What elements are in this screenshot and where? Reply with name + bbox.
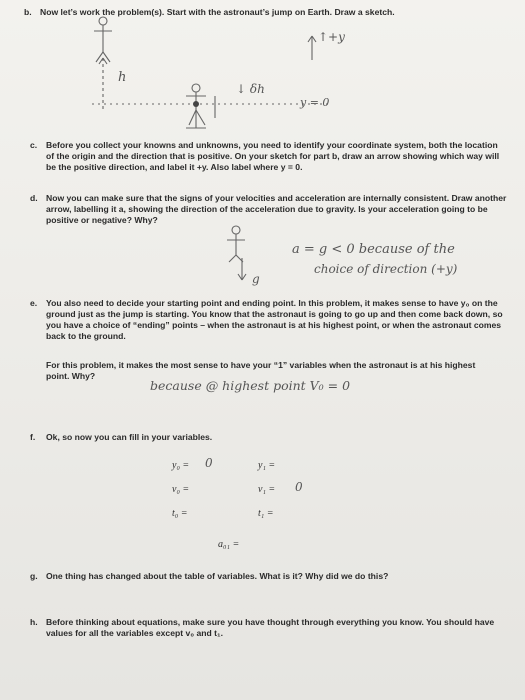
question-letter: d.: [30, 193, 38, 203]
question-text: For this problem, it makes the most sense to have your “1” variables when the astronaut is at his highest point. Why?: [46, 360, 476, 381]
delta-h-label: ↓ δh: [236, 82, 265, 96]
question-text: Before you collect your knowns and unknowns, you need to identify your coordinate system, both the location of the origin and the direction that is positive. On your sketch for part b, draw an arrow showing which way will be the positive direction, and label it +y. Also label where y = 0.: [46, 140, 500, 172]
v0-label: v₀ =: [172, 484, 190, 495]
question-letter: f.: [30, 432, 36, 442]
question-letter: c.: [30, 140, 38, 150]
y0-value: 0: [205, 456, 213, 470]
acceleration-answer-line-2: choice of direction (+y): [314, 262, 458, 276]
y0-label: y₀ =: [172, 460, 190, 471]
plus-y-label: ↑+y: [318, 30, 345, 44]
v1-label: v₁ =: [258, 484, 276, 495]
y1-label: y₁ =: [258, 460, 276, 471]
question-letter: h.: [30, 617, 38, 627]
question-letter: e.: [30, 298, 38, 308]
question-text: Now you can make sure that the signs of your velocities and acceleration are internally consistent. Draw another arrow, labelling it a, showing the direction of the acceleration due to gravity. Is your acceleration going to be positive or negative? Why?: [46, 193, 507, 225]
e-answer: because @ highest point V₀ = 0: [150, 378, 351, 393]
acceleration-answer-line-1: a = g < 0 because of the: [292, 242, 455, 257]
question-text: You also need to decide your starting point and ending point. In this problem, it makes sense to have y₀ on the ground just as the jump is starting. You know that the astronaut is going to go up and then come back down, so you have a choice of “ending” points – when the astronaut is at his highest point, or when the astronaut comes back to the ground.: [46, 298, 503, 341]
question-text: One thing has changed about the table of variables. What is it? Why did we do this?: [46, 571, 389, 581]
question-text: Now let’s work the problem(s). Start with the astronaut’s jump on Earth. Draw a sketch.: [40, 7, 395, 17]
t1-label: t₁ =: [258, 508, 274, 519]
v1-value: 0: [295, 480, 303, 494]
question-text: Before thinking about equations, make sure you have thought through everything you know. You should have values for all the variables except v₀ and t₁.: [46, 617, 495, 638]
question-letter: g.: [30, 571, 38, 581]
height-label: h: [118, 70, 127, 85]
y-zero-label: y = 0: [300, 96, 330, 109]
question-letter: b.: [24, 7, 32, 17]
question-text: Ok, so now you can fill in your variables.: [46, 432, 213, 442]
t0-label: t₀ =: [172, 508, 188, 519]
a01-label: a₀₁ =: [218, 539, 240, 550]
g-label: g: [252, 272, 260, 286]
